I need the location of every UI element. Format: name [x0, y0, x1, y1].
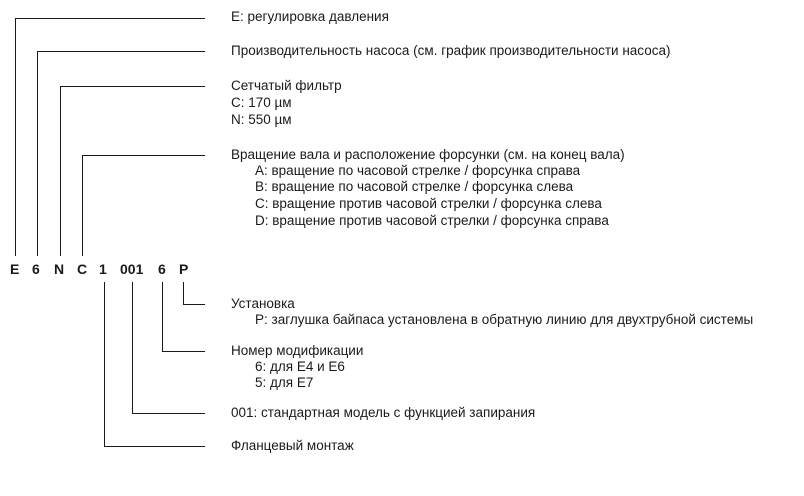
- flange-mount-label: Фланцевый монтаж: [231, 438, 354, 453]
- code-char-flange: 1: [99, 261, 107, 277]
- modification-option-5: 5: для E7: [255, 375, 314, 390]
- code-char-install: P: [179, 261, 189, 277]
- code-char-standard: 001: [120, 261, 144, 277]
- e-label: E: регулировка давления: [231, 9, 389, 24]
- code-char-e: E: [10, 261, 20, 277]
- filter-option-n: N: 550 µм: [231, 112, 292, 127]
- rotation-option-a: A: вращение по часовой стрелке / форсунка справа: [255, 163, 581, 178]
- rotation-option-c: C: вращение против часовой стрелки / форсунка слева: [255, 196, 602, 211]
- install-option-p: P: заглушка байпаса установлена в обратную линию для двухтрубной системы: [255, 312, 754, 327]
- filter-option-c: C: 170 µм: [231, 95, 292, 110]
- code-char-modification: 6: [158, 261, 166, 277]
- rotation-label: Вращение вала и расположение форсунки (см. на конец вала): [231, 147, 625, 162]
- modification-option-6: 6: для E4 и E6: [255, 359, 345, 374]
- capacity-label: Производительность насоса (см. график производительности насоса): [231, 43, 671, 58]
- rotation-option-b: B: вращение по часовой стрелке / форсунка слева: [255, 179, 574, 194]
- leader-flange: [105, 282, 206, 447]
- leader-standard: [133, 282, 206, 414]
- leader-e: [16, 19, 206, 257]
- leader-rotation: [83, 156, 206, 257]
- leader-capacity: [38, 52, 206, 257]
- code-char-capacity: 6: [32, 261, 40, 277]
- filter-label: Сетчатый фильтр: [231, 78, 342, 93]
- modification-label: Номер модификации: [231, 343, 364, 358]
- code-char-filter: N: [54, 261, 65, 277]
- standard-model-label: 001: стандартная модель с функцией запирания: [231, 405, 536, 420]
- rotation-option-d: D: вращение против часовой стрелки / форсунка справа: [255, 213, 609, 228]
- leader-install: [184, 282, 206, 305]
- code-char-rotation: C: [77, 261, 88, 277]
- install-label: Установка: [231, 296, 295, 311]
